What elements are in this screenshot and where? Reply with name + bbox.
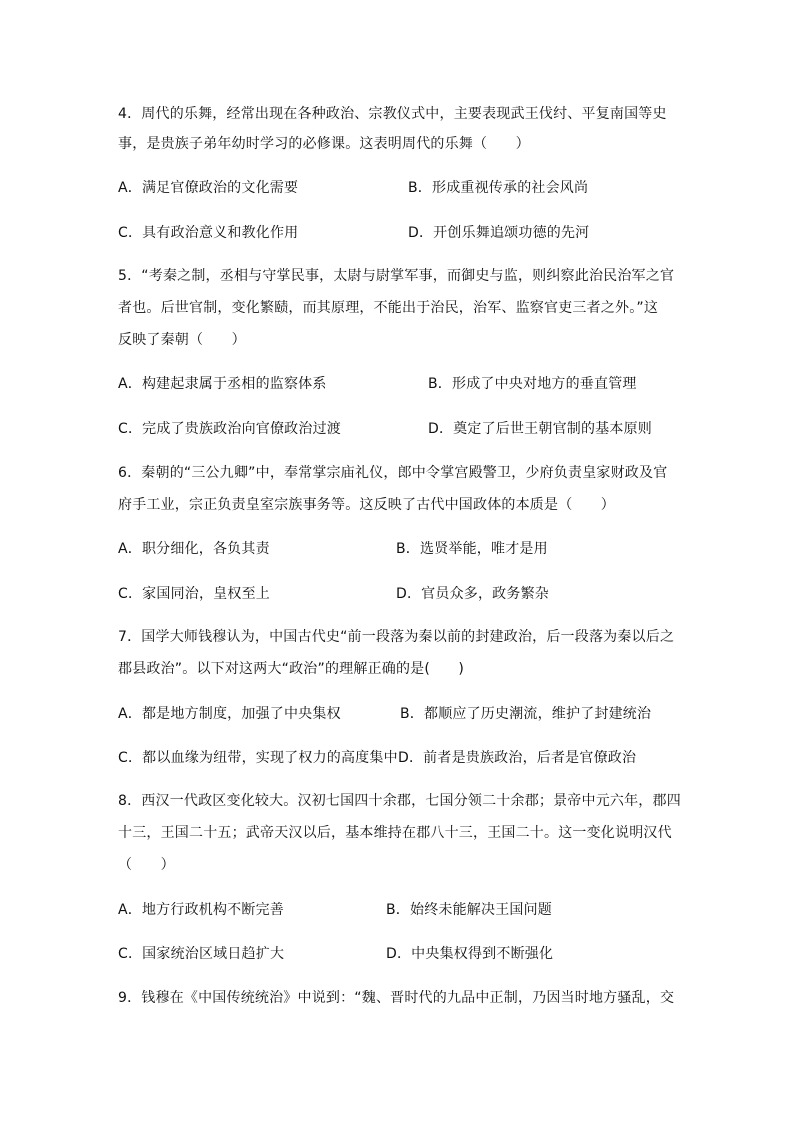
question-8-stem-line-2: 十三，王国二十五；武帝天汉以后，基本维持在郡八十三，王国二十。这一变化说明汉代 — [118, 825, 672, 841]
question-7-stem-line-2: 郡县政治”。以下对这两大“政治”的理解正确的是( ) — [118, 661, 465, 677]
question-4-option-a: A．满足官僚政治的文化需要 — [118, 180, 299, 196]
question-8-stem-line-3: （ ） — [118, 857, 175, 873]
question-5-option-c: C．完成了贵族政治向官僚政治过渡 — [118, 421, 341, 437]
question-6-stem-line-2: 府手工业，宗正负责皇室宗族事务等。这反映了古代中国政体的本质是（ ） — [118, 497, 615, 513]
question-5-stem-line-3: 反映了秦朝（ ） — [118, 332, 246, 348]
question-8-stem-line-1: 8．西汉一代政区变化较大。汉初七国四十余郡，七国分领二十余郡；景帝中元六年，郡四 — [118, 793, 681, 809]
question-5-option-b: B．形成了中央对地方的垂直管理 — [428, 376, 637, 392]
question-8-option-a: A．地方行政机构不断完善 — [118, 902, 284, 918]
question-7-option-a: A．都是地方制度，加强了中央集权 — [118, 706, 341, 722]
question-9-stem-line-1: 9．钱穆在《中国传统统治》中说到：“魏、晋时代的九品中正制，乃因当时地方骚乱，交 — [118, 990, 675, 1006]
question-5-stem-line-2: 者也。后世官制，变化繁赜，而其原理，不能出于治民，治军、监察官吏三者之外。”这 — [118, 300, 659, 316]
question-4-option-d: D．开创乐舞追颂功德的先河 — [408, 225, 590, 241]
question-6-option-c: C．家国同治，皇权至上 — [118, 586, 270, 602]
question-4-option-c: C．具有政治意义和教化作用 — [118, 225, 299, 241]
question-7-option-b: B．都顺应了历史潮流，维护了封建统治 — [400, 706, 652, 722]
question-6-option-b: B．选贤举能，唯才是用 — [396, 541, 548, 557]
question-5-option-a: A．构建起隶属于丞相的监察体系 — [118, 376, 327, 392]
question-7-option-c: C．都以血缘为纽带，实现了权力的高度集中 — [118, 750, 398, 766]
question-6-stem-line-1: 6．秦朝的“三公九卿”中，奉常掌宗庙礼仪，郎中令掌宫殿警卫，少府负责皇家财政及官 — [118, 465, 668, 481]
question-8-option-b: B．始终未能解决王国问题 — [386, 902, 553, 918]
question-4-option-b: B．形成重视传承的社会风尚 — [408, 180, 589, 196]
question-4-stem-line-2: 事，是贵族子弟年幼时学习的必修课。这表明周代的乐舞（ ） — [118, 136, 530, 152]
question-7-option-d: D．前者是贵族政治，后者是官僚政治 — [398, 750, 637, 766]
question-6-option-a: A．职分细化，各负其责 — [118, 541, 270, 557]
question-8-option-c: C．国家统治区域日趋扩大 — [118, 946, 285, 962]
question-7-stem-line-1: 7．国学大师钱穆认为，中国古代史“前一段落为秦以前的封建政治，后一段落为秦以后之 — [118, 629, 675, 645]
question-5-stem-line-1: 5．“考秦之制，丞相与守掌民事，太尉与尉掌军事，而御史与监，则纠察此治民治军之官 — [118, 268, 675, 284]
question-6-option-d: D．官员众多，政务繁杂 — [396, 586, 549, 602]
question-8-option-d: D．中央集权得到不断强化 — [386, 946, 554, 962]
question-4-stem-line-1: 4．周代的乐舞，经常出现在各种政治、宗教仪式中，主要表现武王伐纣、平复南国等史 — [118, 106, 667, 122]
question-5-option-d: D．奠定了后世王朝官制的基本原则 — [428, 421, 652, 437]
